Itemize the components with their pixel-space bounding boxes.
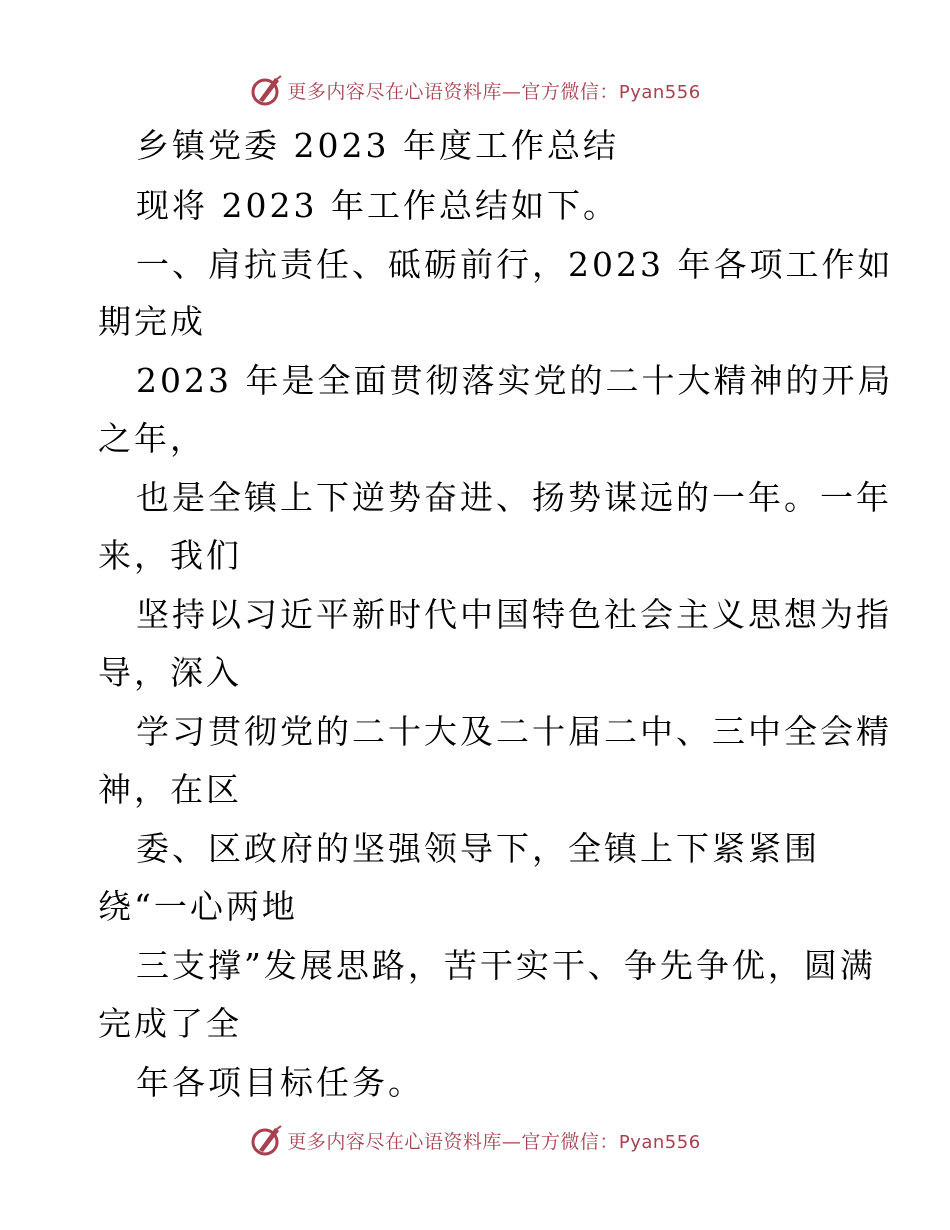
paragraph-line: 2023 年是全面贯彻落实党的二十大精神的开局 <box>136 361 894 400</box>
document-title: 乡镇党委 2023 年度工作总结 <box>136 126 619 165</box>
paragraph-line: 之年， <box>98 419 206 458</box>
paragraph-line: 三支撑”发展思路，苦干实干、争先争优，圆满 <box>136 946 876 985</box>
paragraph-line: 年各项目标任务。 <box>136 1063 424 1102</box>
watermark-banner-bottom <box>0 1120 950 1160</box>
watermark-text: 更多内容尽在心语资料库—官方微信：Pyan556 <box>287 1130 701 1153</box>
paragraph-line: 神，在区 <box>98 770 242 809</box>
quill-logo-icon <box>249 72 285 108</box>
paragraph-line: 绕“一心两地 <box>98 887 298 926</box>
section-heading-line: 期完成 <box>98 302 206 341</box>
paragraph-line: 导，深入 <box>98 653 242 692</box>
quill-logo-icon <box>249 1122 285 1158</box>
paragraph-line: 委、区政府的坚强领导下，全镇上下紧紧围 <box>136 829 820 868</box>
paragraph-line: 学习贯彻党的二十大及二十届二中、三中全会精 <box>136 712 892 751</box>
paragraph-line: 完成了全 <box>98 1004 242 1043</box>
section-heading-line: 一、肩抗责任、砥砺前行，2023 年各项工作如 <box>136 245 894 284</box>
watermark-banner-top <box>0 70 950 110</box>
paragraph-line: 也是全镇上下逆势奋进、扬势谋远的一年。一年 <box>136 478 892 517</box>
paragraph-line: 现将 2023 年工作总结如下。 <box>136 186 619 225</box>
watermark-text: 更多内容尽在心语资料库—官方微信：Pyan556 <box>287 80 701 103</box>
paragraph-line: 来，我们 <box>98 536 242 575</box>
paragraph-line: 坚持以习近平新时代中国特色社会主义思想为指 <box>136 595 892 634</box>
